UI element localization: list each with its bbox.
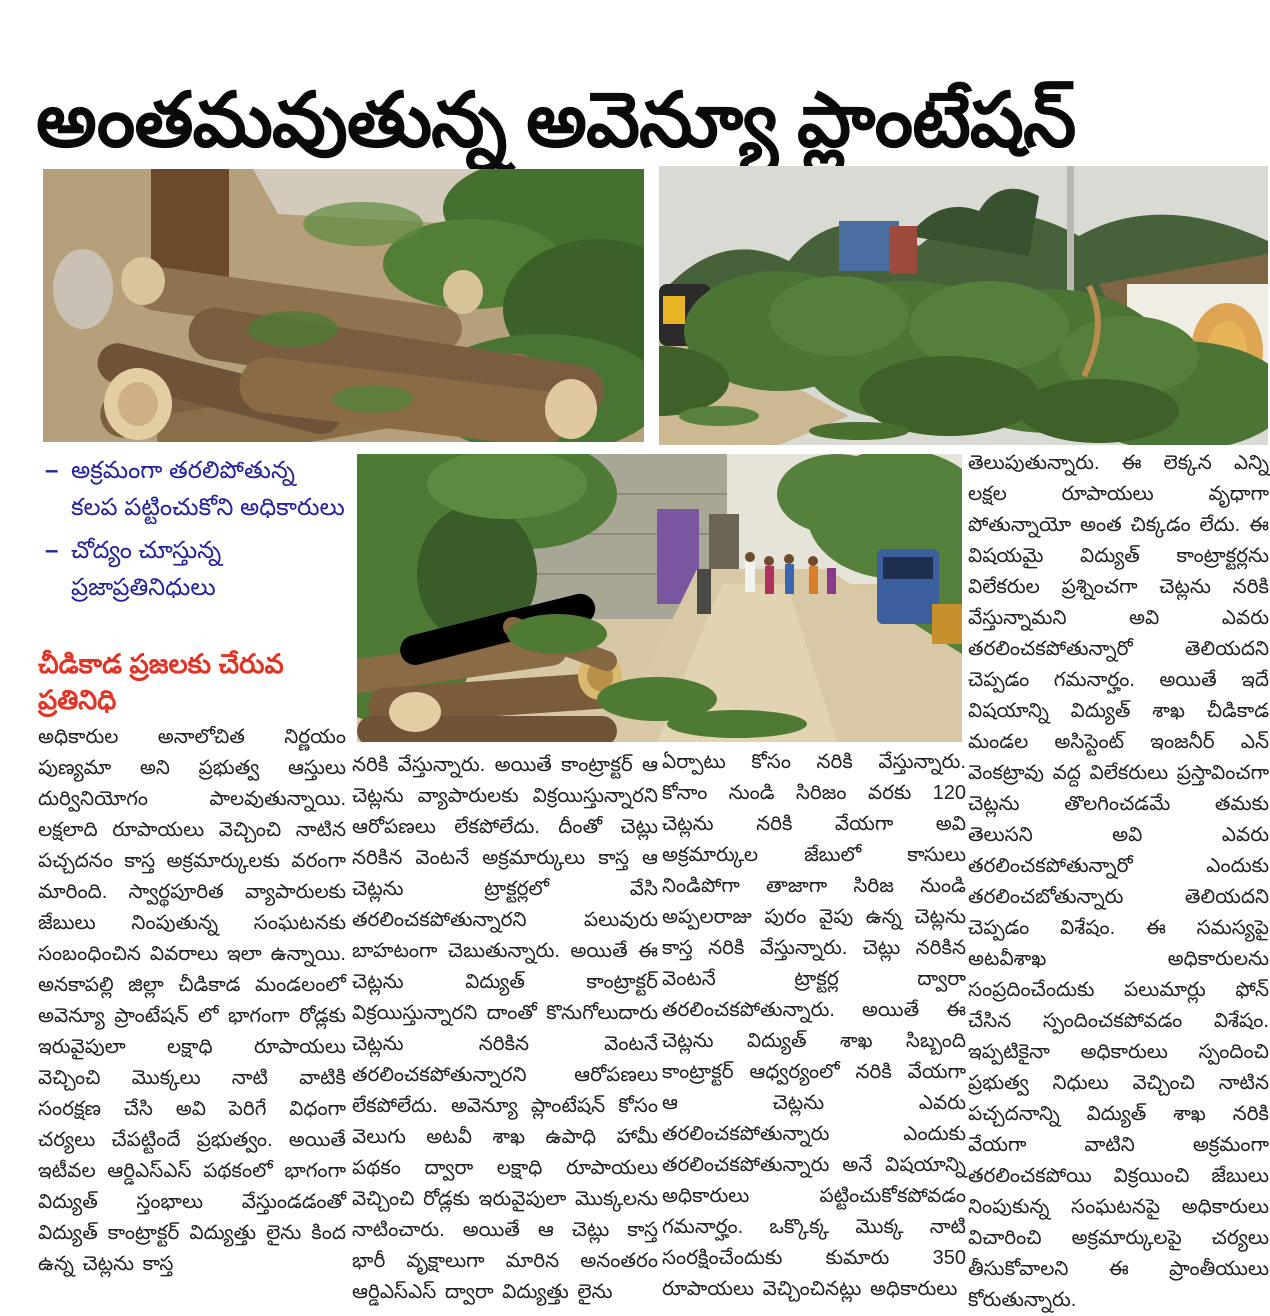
- photo-village-road-logs: [357, 454, 962, 742]
- bullet-item-2: [45, 532, 347, 606]
- body-column-2: నరికి వేస్తున్నారు. అయితే కాంట్రాక్టర్ ఆ చెట్లను వ్యాపారులకు విక్రయిస్తున్నారని ఆరోపణలు లేకపోలేదు. దీంతో చెట్లు నరికిన వెంటనే అక్రమార్కులు కాస్త ఆ చెట్లను ట్రాక్టర్లలో వేసి తరలించకపోతున్నారని పలువురు బాహటంగా చెబుతున్నారు. అయితే ఈ చెట్లను విద్యుత్ కాంట్రాక్టర్ విక్రయిస్తున్నారని దాంతో కొనుగోలుదారు చెట్లను నరికిన వెంటనే తరలించకపోతున్నారని ఆరోపణలు లేకపోలేదు. అవెన్యూ ప్లాంటేషన్ కోసం వెలుగు అటవీ శాఖ ఉపాధి హామీ పథకం ద్వారా లక్షాధి రూపాయలు వెచ్చించి రోడ్లకు ఇరువైపులా మొక్కలను నాటించారు. అయితే ఆ చెట్లు కాస్త భారీ వృక్షాలుగా మారిన అనంతరం ఆర్డిఎస్ఎస్ ద్వారా విద్యుత్తు లైను: [352, 754, 658, 1303]
- bullet-text: అక్రమంగా తరలిపోతున్న కలప పట్టించుకోని అధికారులు: [71, 457, 345, 521]
- photo-village-road-illustration: [357, 454, 962, 742]
- bullet-item-1: [45, 452, 347, 526]
- photo-felled-logs-illustration: [43, 169, 644, 442]
- bullet-dash: –: [45, 457, 59, 484]
- bullet-text: చోద్యం చూస్తున్న ప్రజాప్రతినిధులు: [71, 537, 222, 601]
- highlight-bullets: [45, 452, 347, 612]
- body-column-3: ఏర్పాటు కోసం నరికి వేస్తున్నారు. కోనాం నుండి సిరిజం వరకు 120 చెట్లను నరికి వేయగా అవి అక్రమార్కుల జేబులో కాసులు నిండిపోగా తాజాగా సిరిజ నుండి అప్పలరాజు పురం వైపు ఉన్న చెట్లను కాస్త నరికి వేస్తున్నారు. చెట్లు నరికిన వెంటనే ట్రాక్టర్ల ద్వారా తరలించకపోతున్నారు. అయితే ఈ చెట్లను విద్యుత్ శాఖ సిబ్బంది కాంట్రాక్టర్ ఆధ్వర్యంలో నరికి వేయగా ఆ చెట్లను ఎవరు తరలించకపోతున్నారు ఎందుకు తరలించకపోతున్నారు అనే విషయాన్ని అధికారులు పట్టించుకోకపోవడం గమనార్హం. ఒక్కొక్క మొక్క నాటి సంరక్షించేందుకు కుమారు 350 రూపాయలు వెచ్చించినట్లు అధికారులు: [662, 751, 966, 1300]
- body-column-1: అధికారుల అనాలోచిత నిర్ణయం పుణ్యమా అని ప్రభుత్వ ఆస్తులు దుర్వినియోగం పాలవుతున్నాయి. లక్షలాది రూపాయలు వెచ్చించి నాటిన పచ్చదనం కాస్త అక్రమార్కులకు వరంగా మారింది. స్వార్థపూరిత వ్యాపారులకు జేబులు నింపుతున్న సంఘటనకు సంబంధించిన వివరాలు ఇలా ఉన్నాయి. అనకాపల్లి జిల్లా చీడికాడ మండలంలో అవెన్యూ ప్రాంటేషన్ లో భాగంగా రోడ్లకు ఇరువైపులా లక్షాధి రూపాయలు వెచ్చించి మొక్కలు నాటి వాటికి సంరక్షణ చేసి అవి పెరిగే విధంగా చర్యలు చేపట్టిందే ప్రభుత్వం. అయితే ఇటీవల ఆర్డిఎస్ఎస్ పథకంలో భాగంగా విద్యుత్ స్తంభాలు వేస్తుండడంతో విద్యుత్ కాంట్రాక్టర్ విద్యుత్తు లైను కింద ఉన్న చెట్లను కాస్త: [38, 726, 346, 1275]
- photo-branches-roadside-illustration: [659, 166, 1268, 445]
- photo-felled-logs: [43, 169, 644, 442]
- headline: అంతమవుతున్న అవెన్యూ ప్లాంటేషన్: [36, 77, 1076, 163]
- body-column-4: తెలుపుతున్నారు. ఈ లెక్కన ఎన్ని లక్షల రూపాయలు వృధాగా పోతున్నాయో అంత చిక్కడం లేదు. ఈ విషయమై విద్యుత్ కాంట్రాక్టర్లను విలేకరుల ప్రశ్నించగా చెట్లను నరికి వేస్తున్నామని అవి ఎవరు తరలించకపోతున్నారో తెలియదని చెప్పడం గమనార్హం. అయితే ఇదే విషయాన్ని విద్యుత్ శాఖ చీడికాడ మండల అసిస్టెంట్ ఇంజనీర్ ఎన్ వెంకట్రావు వద్ద విలేకరులు ప్రస్తావించగా చెట్లను తొలగించడమే తమకు తెలుసని అవి ఎవరు తరలించకపోతున్నారో ఎందుకు తరలించబోతున్నారు తెలియదని చెప్పడం విశేషం. ఈ సమస్యపై అటవీశాఖ అధికారులను సంప్రదించేందుకు పలుమార్లు ఫోన్ చేసిన స్పందించకపోవడం విశేషం. ఇప్పటికైనా అధికారులు స్పందించి ప్రభుత్వ నిధులు వెచ్చించి నాటిన పచ్చదనాన్ని విద్యుత్ శాఖ నరికి వేయగా వాటిని అక్రమంగా తరలించకపోయి విక్రయించి జేబులు నింపుకున్న సంఘటనపై అధికారులు విచారించి అక్రమార్కులపై చర్యలు తీసుకోవాలని ఈ ప్రాంతీయులు కోరుతున్నారు.: [968, 452, 1269, 1311]
- photo-branches-roadside: [659, 166, 1268, 445]
- byline-heading: చీడికాడ ప్రజలకు చేరువ ప్రతినిధి: [38, 649, 284, 715]
- bullet-dash: –: [45, 537, 59, 564]
